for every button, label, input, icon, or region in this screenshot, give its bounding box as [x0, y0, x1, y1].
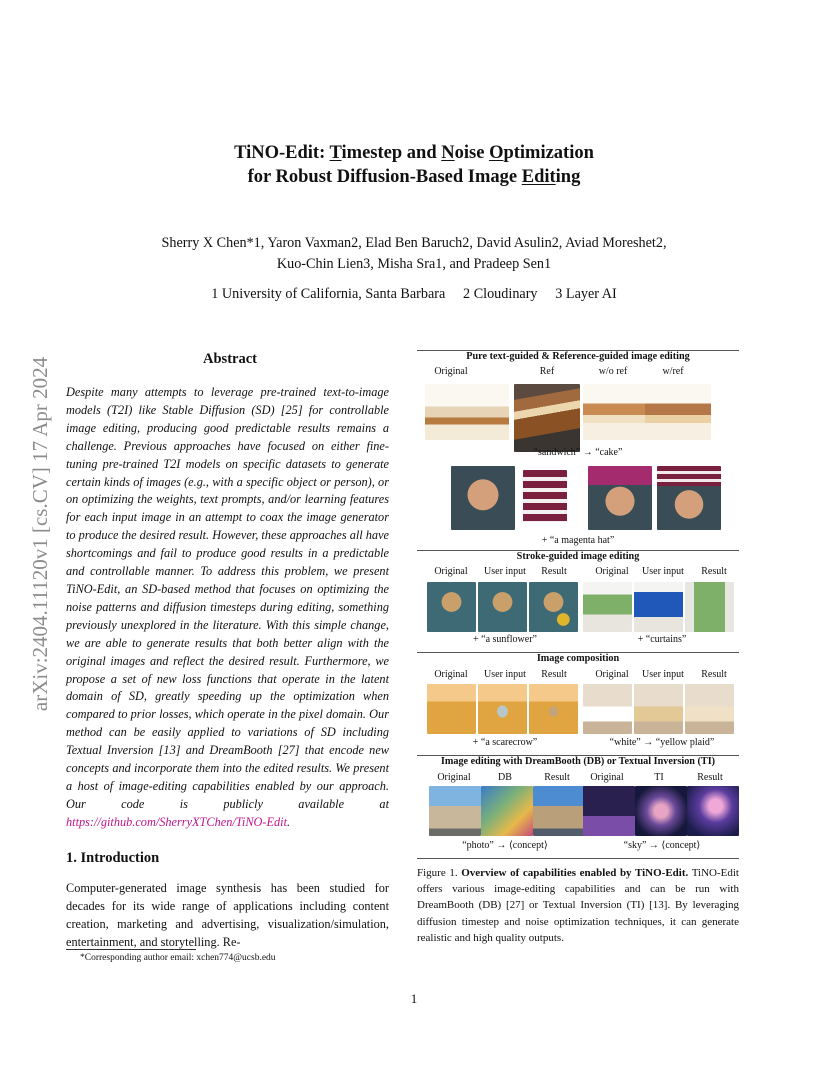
- cake-result-without-ref-image: [583, 384, 649, 440]
- arxiv-watermark: arXiv:2404.11120v1 [cs.CV] 17 Apr 2024: [28, 356, 52, 712]
- section1-title: Pure text-guided & Reference-guided image editing: [466, 351, 690, 362]
- cake-reference-image: [514, 384, 580, 452]
- authors-line-2: Kuo-Chin Lien3, Misha Sra1, and Pradeep Sen1: [276, 256, 552, 272]
- abstract-body: Despite many attempts to leverage pre-trained text-to-image models (T2I) like Stable Diffusion (SD) [25] for controllable image editing, producing good predictable results remains a challenge. Previous approaches have focused on either fine-tuning pre-trained T2I models on specific datasets to generate certain kinds of images (e.g., with a specific object or person), or on optimizing the weights, text prompts, and/or learning features for each input image in an attempt to coax the image generator to produce the desired result. However, these approaches all have shortcomings and fail to produce good results in a predictable and controllable manner. To address this problem, we present TiNO-Edit, an SD-based method that focuses on optimizing the noise patterns and diffusion timesteps during editing, something previously unexplored in the literature. With this simple change, we are able to generate results that both better align with the original images and reflect the desired result. Furthermore, we propose a set of new loss functions that operate in the latent domain of SD, greatly speeding up the optimization when compared to prior losses, which operate in the pixel domain. Our method can be easily applied to variations of SD including Textual Inversion [13] and DreamBooth [27] that encode new concepts and incorporate them into the edited results. We present a host of image-editing capabilities enabled by our approach. Our code is publicly available at https://github.com/SherryXTChen/TiNO-Edit.: [66, 385, 389, 829]
- field-result-image: [529, 684, 578, 734]
- col-label: User input: [484, 566, 526, 577]
- section4-caption-a: “photo” → ⟨concept⟩: [462, 840, 548, 851]
- intro-heading: 1. Introduction: [66, 850, 160, 866]
- section2-caption-b: + “curtains”: [637, 634, 687, 645]
- figure-rule: [417, 858, 739, 859]
- van-gogh-user-input-image: [478, 582, 527, 632]
- title-part: N: [441, 143, 455, 163]
- col-label: Original: [434, 566, 468, 577]
- figure-caption-title: Overview of capabilities enabled by TiNO-Edit.: [461, 867, 689, 879]
- col-label: User input: [484, 669, 526, 680]
- code-link[interactable]: https://github.com/SherryXTChen/TiNO-Edit: [66, 814, 288, 829]
- abstract-heading: Abstract: [203, 351, 257, 367]
- footnote: *Corresponding author email: xchen774@ucsb.edu: [80, 953, 276, 963]
- section2-title: Stroke-guided image editing: [516, 551, 640, 562]
- intro-body: Computer-generated image synthesis has been studied for decades for its wide range of applications including content creation, marketing and advertising, visualization/simulation, entertainment, and storytelling. Re-: [66, 881, 389, 949]
- col-label: w/ref: [662, 366, 684, 377]
- col-label: Original: [437, 772, 471, 783]
- col-label: Ref: [539, 366, 555, 377]
- col-label: Result: [541, 566, 567, 577]
- man-hat-ref-result-image: [657, 466, 721, 530]
- colosseum-db-concept-image: [481, 786, 533, 836]
- man-original-image: [451, 466, 515, 530]
- title-part: ing: [555, 167, 581, 187]
- title-part: oise: [454, 143, 490, 163]
- affiliations: [0, 284, 828, 304]
- affiliation-2: 2 Cloudinary: [463, 286, 538, 302]
- figure-caption: [417, 865, 739, 946]
- col-label: Original: [434, 669, 468, 680]
- section1-caption-b: + “a magenta hat”: [541, 535, 615, 546]
- col-label: Original: [590, 772, 624, 783]
- figure-caption-text: TiNO-Edit offers various image-editing capabilities and can be run with DreamBooth (DB) [27] or Textual Inversion (TI) [13]. By leveraging diffusion timestep and noise optimization techniques, it can generate realistic and high quality outputs.: [417, 867, 739, 944]
- colosseum-result-image: [533, 786, 585, 836]
- col-label: Result: [544, 772, 570, 783]
- sky-result-image: [687, 786, 739, 836]
- colosseum-original-image: [429, 786, 481, 836]
- title-part: ptimization: [503, 143, 594, 163]
- col-label: Result: [541, 669, 567, 680]
- col-label: w/o ref: [598, 366, 628, 377]
- col-label: User input: [642, 669, 684, 680]
- field-user-input-image: [478, 684, 527, 734]
- van-gogh-original-image: [427, 582, 476, 632]
- paper-title: [0, 141, 828, 189]
- title-part: TiNO-Edit:: [234, 143, 330, 163]
- affiliation-3: 3 Layer AI: [555, 286, 617, 302]
- section3-caption-a: + “a scarecrow”: [472, 737, 538, 748]
- col-label: Result: [701, 566, 727, 577]
- section3-caption-b: “white” → “yellow plaid”: [609, 737, 715, 748]
- section4-title: Image editing with DreamBooth (DB) or Textual Inversion (TI): [440, 756, 716, 767]
- col-label: Result: [701, 669, 727, 680]
- room-user-input-image: [634, 582, 683, 632]
- col-label: Original: [595, 566, 629, 577]
- hat-reference-image: [523, 470, 567, 522]
- figure-caption-label: Figure 1.: [417, 867, 458, 879]
- title-part: for Robust Diffusion-Based Image: [247, 167, 522, 187]
- col-label: Original: [595, 669, 629, 680]
- abstract-text: Despite many attempts to leverage pre-trained text-to-image models (T2I) like Stable Diffusion (SD) [25] for controllable image editing, producing good predictable results remains a challenge. Previous approaches have focused on either fine-tuning pre-trained T2I models on specific datasets to generate certain kinds of images (e.g., with a specific object or person), or on optimizing the weights, text prompts, and/or learning features for each input image in an attempt to coax the image generator to produce the desired result. However, these approaches all have shortcomings and fail to produce good results in a predictable and controllable manner. To address this problem, we present TiNO-Edit, an SD-based method that focuses on optimizing the noise patterns and diffusion timesteps during editing, something previously unexplored in the literature. With this simple change, we are able to generate results that both better align with the original images and reflect the desired result. Furthermore, we propose a set of new loss functions that operate in the latent domain of SD, greatly speeding up the optimization when compared to prior losses, which operate in the pixel domain. Our method can be easily applied to variations of SD including Textual Inversion [13] and DreamBooth [27] that encode new concepts and incorporate them into the edited results. We present a host of image-editing capabilities enabled by our approach. Our code is publicly available at: [66, 385, 389, 811]
- col-label: User input: [642, 566, 684, 577]
- col-label: TI: [654, 772, 664, 783]
- section1-caption-a: “sandwich” → “cake”: [533, 447, 623, 458]
- room-result-image: [685, 582, 734, 632]
- col-label: Result: [697, 772, 723, 783]
- title-part: Edit: [521, 167, 556, 187]
- author-list: [90, 233, 738, 275]
- sky-ti-concept-image: [635, 786, 687, 836]
- bedroom-user-input-image: [634, 684, 683, 734]
- figure-1: [417, 350, 739, 860]
- footnote-rule: [66, 949, 196, 950]
- affiliation-1: 1 University of California, Santa Barbara: [211, 286, 446, 302]
- section3-title: Image composition: [536, 653, 620, 664]
- field-original-image: [427, 684, 476, 734]
- title-part: O: [489, 143, 504, 163]
- title-part: imestep and: [341, 143, 442, 163]
- section4-caption-b: “sky” → ⟨concept⟩: [623, 840, 701, 851]
- col-label: Original: [434, 366, 468, 377]
- man-hat-result-image: [588, 466, 652, 530]
- cake-result-with-ref-image: [645, 384, 711, 440]
- bedroom-result-image: [685, 684, 734, 734]
- col-label: DB: [498, 772, 512, 783]
- room-original-image: [583, 582, 632, 632]
- bedroom-original-image: [583, 684, 632, 734]
- title-part: T: [329, 143, 342, 163]
- authors-line-1: Sherry X Chen*1, Yaron Vaxman2, Elad Ben Baruch2, David Asulin2, Aviad Moreshet2,: [161, 235, 667, 251]
- sandwich-original-image: [425, 384, 509, 440]
- page-number: 1: [410, 991, 418, 1006]
- van-gogh-result-image: [529, 582, 578, 632]
- sky-original-image: [583, 786, 635, 836]
- section2-caption-a: + “a sunflower”: [473, 634, 537, 645]
